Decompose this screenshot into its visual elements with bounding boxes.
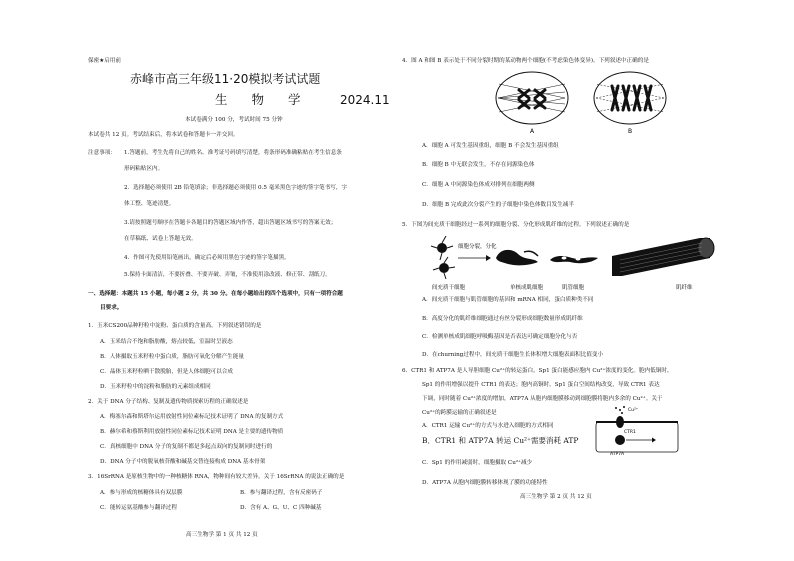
question-6-option: B．CTR1 和 ATP7A 转运 Cu²⁺需要消耗 ATP (422, 436, 579, 445)
myoblast-icon (496, 250, 538, 265)
cell-division-figure (495, 70, 685, 136)
ctr1-protein-icon (616, 416, 624, 428)
question-3-option: A．参与形成的核糖体具有双层膜 (100, 490, 183, 496)
subject-title: 生 物 学 (215, 92, 311, 107)
copper-transport-diagram (590, 402, 682, 460)
question-6-option: A．CTR1 运输 Cu²⁺的方式与水进入细胞的方式相同 (422, 423, 554, 429)
notice-label: 注意事项： (88, 150, 116, 156)
question-6-option: C．Sp1 的作用减弱时，细胞摄取 Cu²⁺减少 (422, 460, 533, 466)
question-1-stem: 1．玉米CS200品种籽粒中淀粉、蛋白质的含量高。下列叙述错误的是 (88, 323, 262, 329)
copper-ion-icon (615, 406, 625, 414)
notice-line: 体工整、笔迹清楚。 (124, 201, 175, 207)
question-4-option: A．细胞 A 可发生基因重组，细胞 B 不会发生基因重组 (422, 143, 559, 149)
question-1-option: A．玉米结合不饱和脂肪酸，熔点较低，室温时呈液态 (100, 339, 233, 345)
cell-a-label: A (530, 128, 535, 135)
question-5-option: D．在churning过程中，间充质干细胞生长体积增大细胞表面积比值变小 (422, 352, 604, 358)
arrow-icon (458, 255, 491, 261)
ctr1-label: CTR1 (624, 430, 636, 435)
score-info: 本试卷满分 100 分，考试时间 75 分钟 (185, 117, 283, 123)
question-6-stem: Cu²⁺的跨膜运输的正确叙述是 (422, 410, 497, 416)
question-6-option: D．ATP7A 从胞内细胞膜转移体现了膜的功能特性 (422, 480, 548, 486)
question-6-stem: Sp1 的作用增强以提升 CTR1 的表达；胞内高铜时，Sp1 蛋白空间结构改变，导致 CTR1 表达 (422, 382, 660, 388)
caption-stem-cell: 间充质干细胞 (432, 285, 466, 291)
question-3-option: D．含有 A、G、U、C 四种碱基 (240, 505, 322, 511)
question-5-option: C．检测单核成肌细胞呼吸酶基因是否表达可确定细胞分化与否 (422, 334, 578, 340)
exam-date: 2024.11 (340, 93, 390, 107)
myotube-icon (550, 256, 598, 263)
question-4-option: B．细胞 B 中无联会发生，不存在同源染色体 (422, 162, 535, 168)
muscle-differentiation-figure (430, 234, 720, 292)
section-heading: 目要求。 (100, 305, 123, 311)
question-4-option: D．细胞 B 完成此次分裂产生的子细胞中染色体数目发生减半 (422, 202, 574, 208)
notice-line: 2．选择题必须使用 2B 铅笔填涂；非选择题必须使用 0.5 毫米黑色字迹的签字笔书写，字 (124, 185, 348, 191)
question-1-option: C．晶体玉米籽粒晒干散脱胎，但是人体细胞可以合成 (100, 369, 233, 375)
question-2-option: A．梅塞尔森和斯塔尔运用放射性同位素标记技术证明了 DNA 的复制方式 (100, 414, 284, 420)
stem-cell-icon (431, 236, 455, 279)
question-6-stem: 下调，同时随着 Cu²⁺浓度的增加，ATP7A 从胞内细胞膜移动到细胞膜将胞内多余的 Cu²⁺。关于 (422, 396, 663, 402)
notice-line: 在草稿纸、试卷上答题无效。 (124, 236, 197, 242)
question-5-option: A．间充质干细胞与肌管细胞的基因和 mRNA 相同，蛋白质种类不同 (422, 297, 594, 303)
page-footer: 高三生物学 第 2 页 共 12 页 (520, 494, 592, 500)
cu-label: Cu²⁺ (628, 408, 639, 413)
question-1-option: B．人体摄取玉米籽粒中蛋白质，脂肪可氧化分解产生能量 (100, 354, 244, 360)
question-2-stem: 2．关于 DNA 分子结构、复制及遗传物质探索历程的正确叙述是 (88, 399, 249, 405)
caption-myotube: 肌管细胞 (562, 285, 585, 291)
question-3-option: C．能转运氨基酸参与翻译过程 (100, 505, 177, 511)
notice-line: 3.请按照题号顺序在答题卡各题目的答题区域内作答，超出答题区域书写的答案无效； (124, 220, 337, 226)
caption-myoblast: 单核成肌细胞 (510, 285, 544, 291)
question-4-option: C．细胞 A 中同源染色体成对排列在细胞两侧 (422, 182, 535, 188)
page-2 (400, 0, 794, 561)
question-3-stem: 3．16SrRNA 是原核生物中的一种核糖体 RNA，物种间有较大差异。关于 16SrRNA 的说法正确的是 (88, 474, 345, 480)
question-2-option: C．真核细胞中 DNA 分子的复制不都是多起点双向的复制同时进行的 (100, 444, 273, 450)
question-4-stem: 4．图 A 和图 B 表示处于不同分裂时期的某动物两个细胞(不考虑染色体变异)。下列叙述中正确的是 (402, 58, 649, 64)
question-1-option: D．玉米籽粒中的淀粉和脂肪的元素组成相同 (100, 384, 211, 390)
notice-line: 形码粘贴区内。 (124, 166, 164, 172)
muscle-fiber-icon (612, 238, 714, 276)
question-2-option: D．DNA 分子中的脱氧核苷酸和碱基交替连接构成 DNA 基本骨架 (100, 459, 266, 465)
section-heading: 一、选择题：本题共 15 小题，每小题 2 分，共 30 分。在每小题给出的四个选项中，只有一项符合题 (88, 291, 343, 297)
atp7a-label: ATP7A (610, 452, 625, 457)
cell-b-label: B (628, 128, 633, 135)
question-3-option: B．参与翻译过程，含有反密码子 (240, 490, 323, 496)
pages-info: 本试卷共 12 页。考试结束后，将本试卷和答题卡一并交回。 (88, 132, 239, 138)
question-2-option: B．赫尔希和蔡斯利用放射性同位素标记技术证明 DNA 是主要的遗传物质 (100, 429, 284, 435)
page-footer: 高三生物学 第 1 页 共 12 页 (186, 532, 258, 538)
notice-line: 1.答题前，考生先将自己的姓名、准考证号码填写清楚，将条形码准确粘贴在考生信息条 (124, 150, 342, 156)
secret-mark: 保密★启用前 (88, 58, 121, 64)
notice-line: 5.保持卡面清洁，不要折叠、不要弄破、弄皱，不准使用涂改液、修正带、刮纸刀。 (124, 272, 331, 278)
atp7a-protein-icon (615, 435, 625, 445)
question-6-stem: 6．CTR1 和 ATP7A 是人导胆细胞 Cu²⁺的转运蛋白，Sp1 蛋白能感应胞内 Cu²⁺浓度的变化。胞内低铜时， (402, 368, 673, 374)
notice-line: 4．作图可先使用铅笔画出，确定后必须用黑色字迹的签字笔描黑。 (124, 255, 290, 261)
caption-muscle-fiber: 肌纤维 (676, 285, 693, 291)
cell-a-icon (496, 72, 568, 124)
question-5-stem: 5．下图为间充质干细胞经过一系列的细胞分裂、分化形成肌纤维的过程。下列叙述正确的是 (402, 222, 630, 228)
cell-b-icon (594, 72, 666, 124)
figure-label: 细胞分裂，分化 (458, 244, 497, 250)
exam-title: 赤峰市高三年级11·20模拟考试试题 (130, 72, 321, 86)
question-5-option: B．高度分化的肌纤维细胞通过有丝分裂形成细胞数量形成肌纤维 (422, 316, 583, 322)
